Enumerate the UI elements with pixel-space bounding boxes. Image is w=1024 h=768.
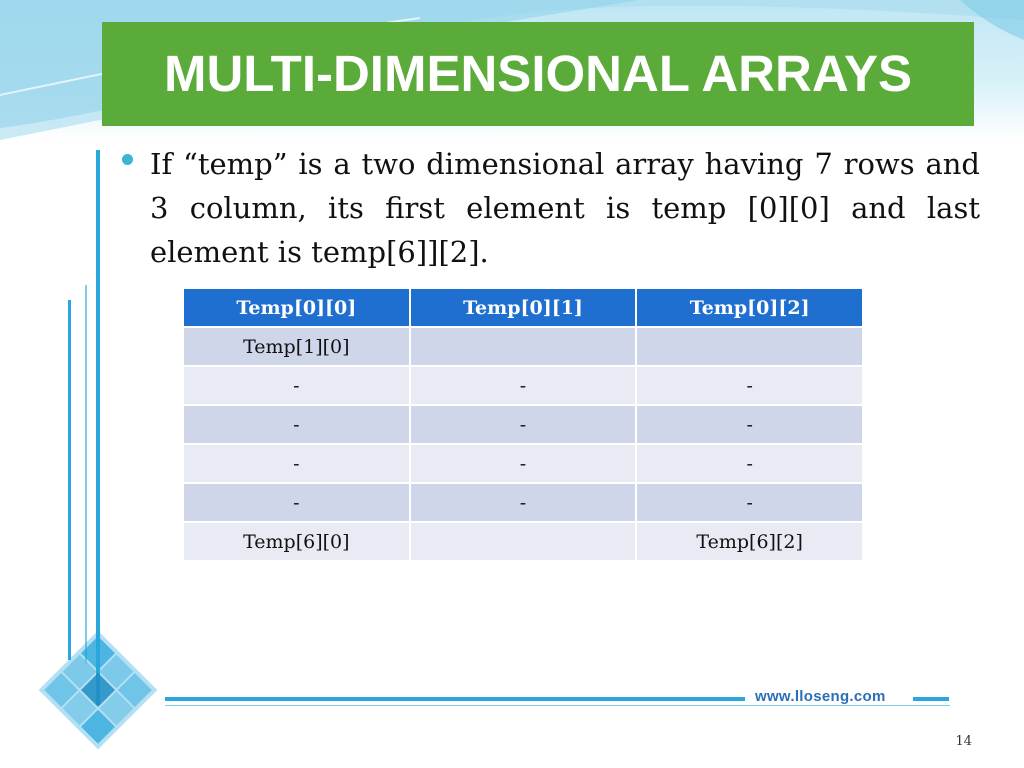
table-cell: - [183, 366, 410, 405]
table-cell: Temp[6][0] [183, 522, 410, 561]
table-row [183, 483, 863, 522]
footer-rule [165, 697, 745, 701]
table-header-row [183, 288, 863, 327]
logo-diamond-icon [28, 620, 168, 750]
table-header-cell: Temp[0][1] [410, 288, 637, 327]
bullet-text: If “temp” is a two dimensional array having 7 rows and 3 column, its first element is temp [0][0] and last element is temp[6]][2]. [150, 147, 980, 269]
bullet-dot [122, 154, 133, 165]
table-cell: - [410, 405, 637, 444]
table-cell [410, 327, 637, 366]
table-cell: - [183, 483, 410, 522]
table-cell: Temp[6][2] [636, 522, 863, 561]
table-header-cell: Temp[0][0] [183, 288, 410, 327]
table-row [183, 366, 863, 405]
table-cell: - [636, 483, 863, 522]
table-header-cell: Temp[0][2] [636, 288, 863, 327]
footer-rule-right [913, 697, 949, 701]
table-cell: - [636, 366, 863, 405]
slide-title: MULTI-DIMENSIONAL ARRAYS [163, 45, 913, 102]
page-number: 14 [955, 734, 972, 749]
website-url: www.lloseng.com [755, 688, 886, 705]
table-cell: - [183, 405, 410, 444]
table-cell: - [410, 483, 637, 522]
table-row [183, 522, 863, 561]
footer-thin-rule [165, 705, 950, 706]
table-cell: - [183, 444, 410, 483]
table-cell [410, 522, 637, 561]
table-row [183, 327, 863, 366]
table-cell: Temp[1][0] [183, 327, 410, 366]
table-cell: - [410, 444, 637, 483]
table-cell: - [636, 444, 863, 483]
array-table [182, 287, 864, 562]
left-rule-2 [85, 285, 87, 665]
table-cell [636, 327, 863, 366]
table-cell: - [636, 405, 863, 444]
table-row [183, 405, 863, 444]
table-row [183, 444, 863, 483]
table-cell: - [410, 366, 637, 405]
left-rule-1 [68, 300, 71, 660]
